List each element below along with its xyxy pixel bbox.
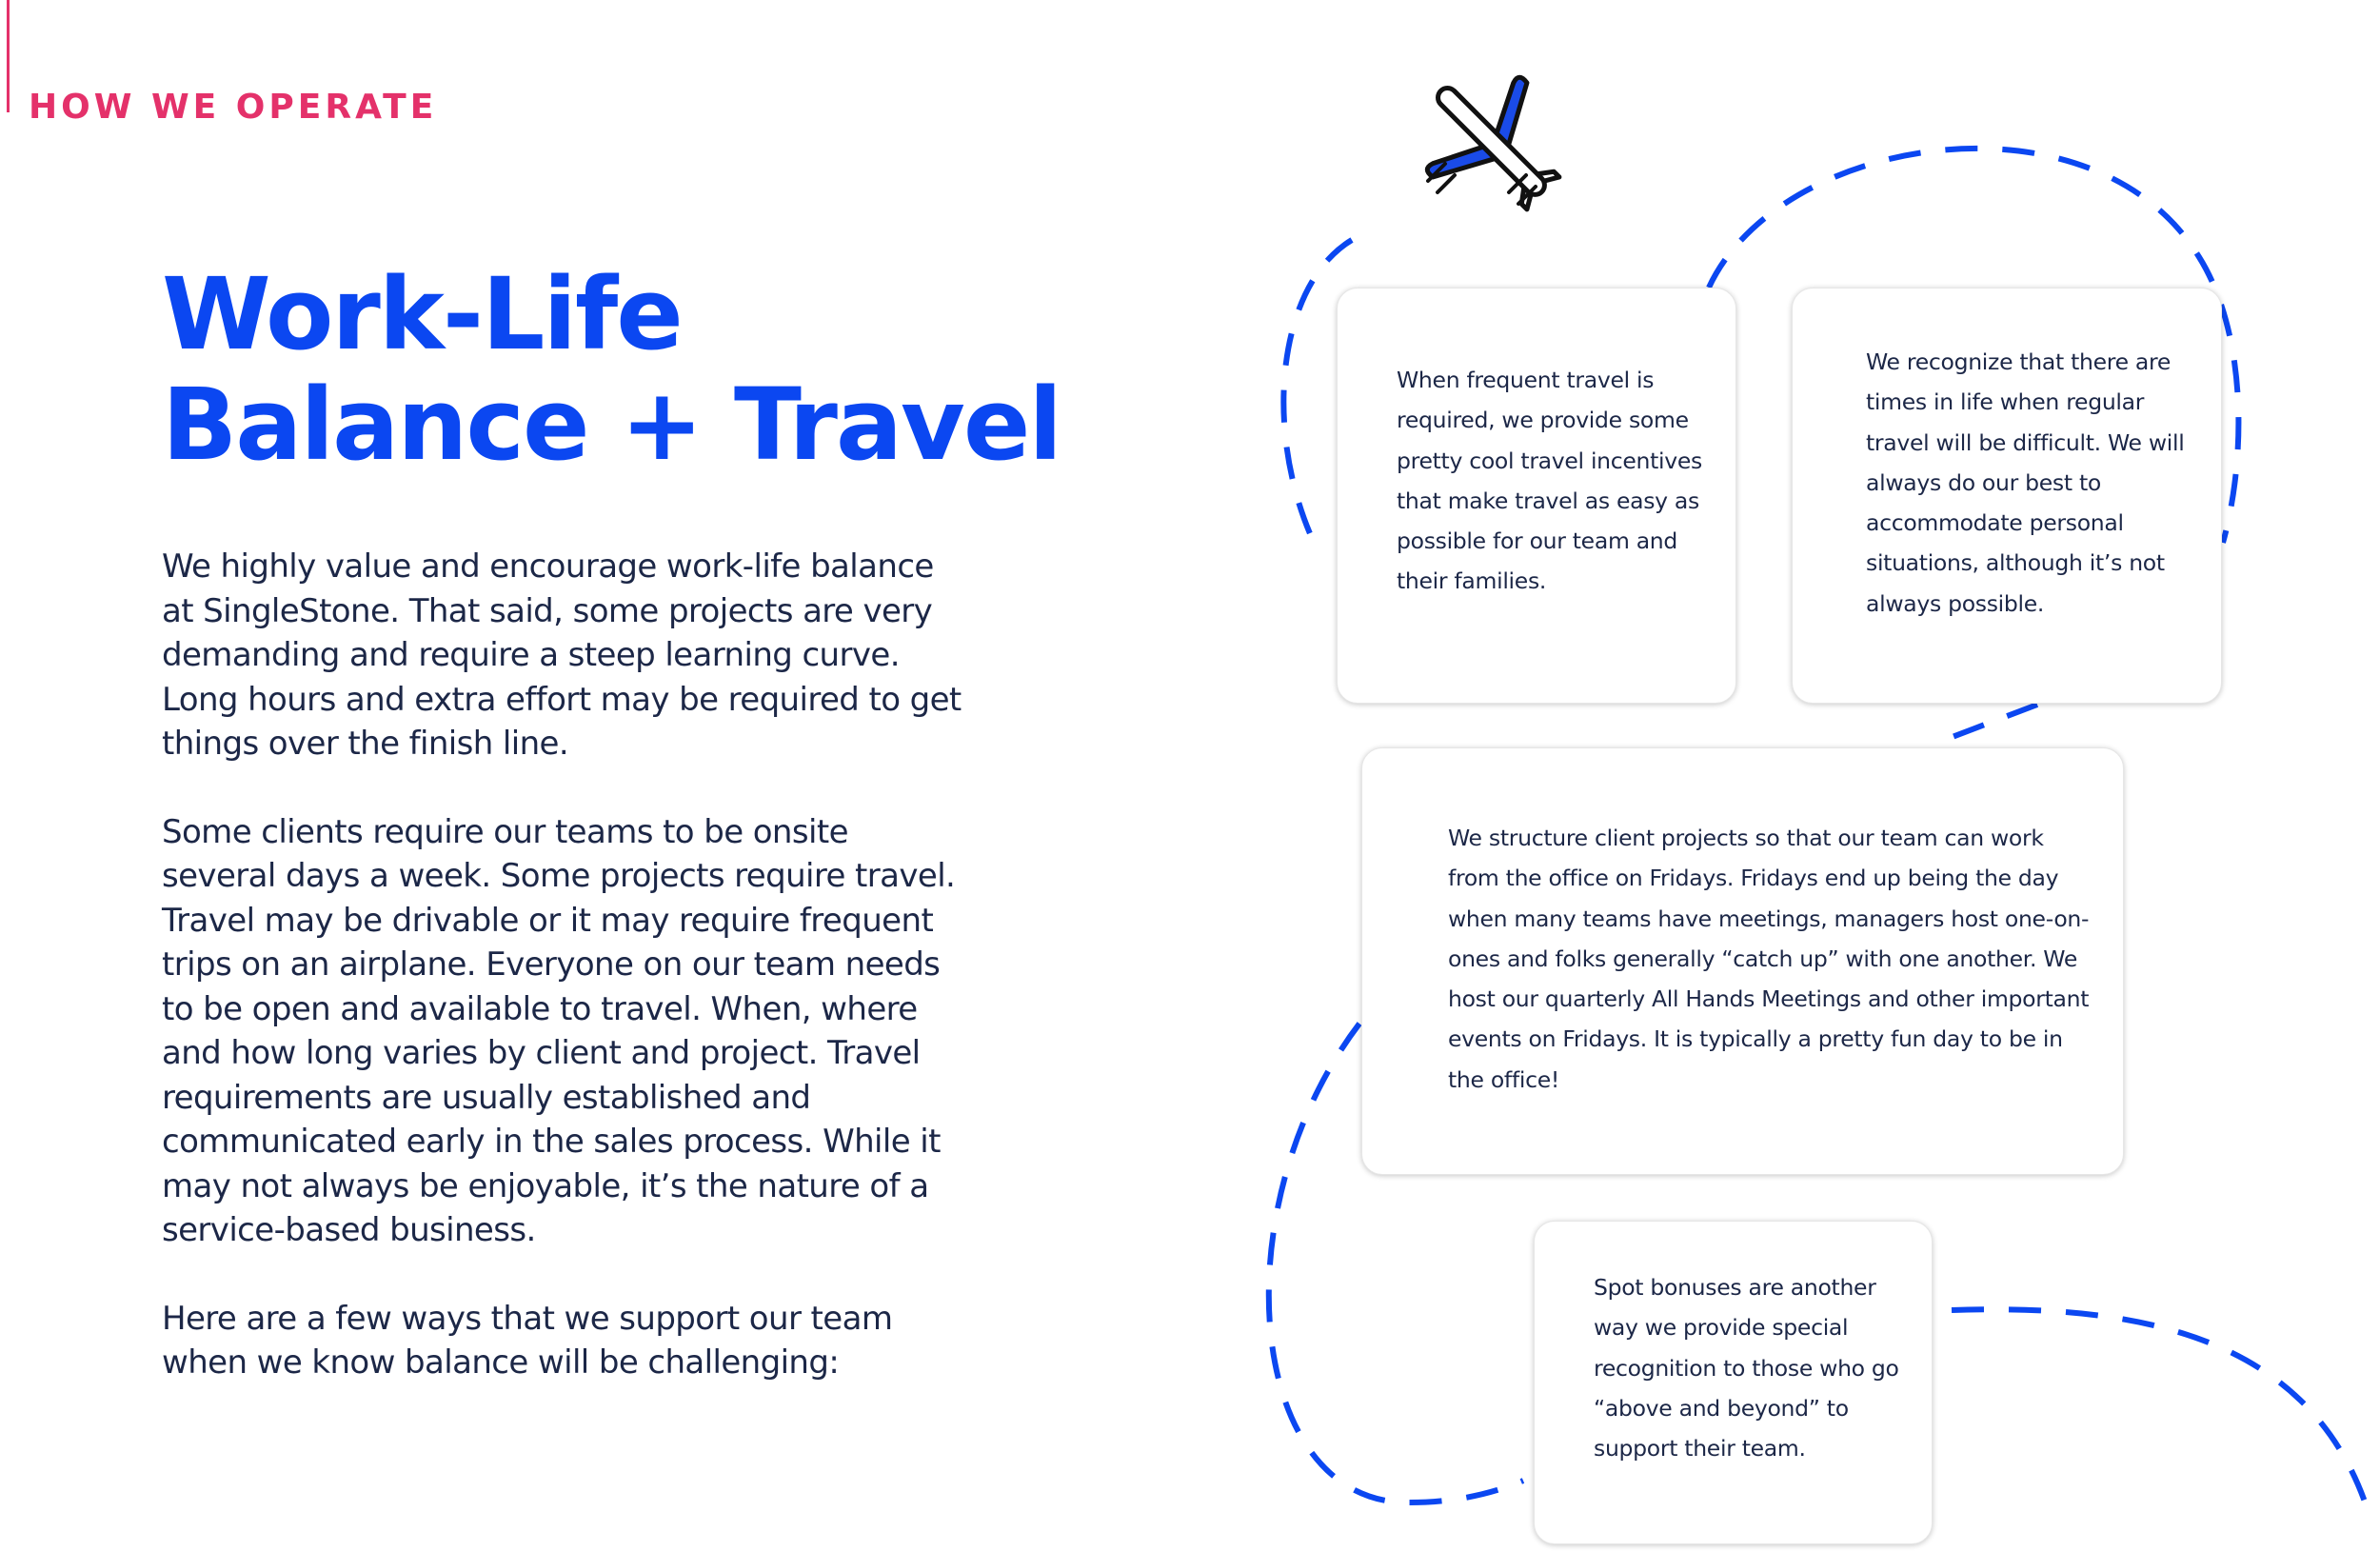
info-card-travel-incentives (1337, 288, 1736, 704)
card-text: When frequent travel is required, we provide some pretty cool travel incentives that make travel as easy as possible for our team and their families. (1397, 367, 1702, 595)
intro-paragraph: We highly value and encourage work-life balance at SingleStone. That said, some projects are very demanding and require a steep learning curve. Long hours and extra effort may be required to get things over the finish line. (162, 547, 962, 763)
info-card-spot-bonuses (1534, 1221, 1933, 1544)
section-label: HOW WE OPERATE (29, 88, 438, 127)
page-title-line-1: Work-Life (162, 256, 682, 372)
dashed-path-tail (1952, 1309, 2366, 1504)
info-card-regular-travel (1792, 288, 2222, 704)
info-card-fridays-in-office (1361, 747, 2124, 1175)
page-title-line-2: Balance + Travel (162, 367, 1061, 483)
intro-paragraph: Some clients require our teams to be onsite several days a week. Some projects require travel. Travel may be drivable or it may require frequent trips on an airplane. Everyone on our team needs to be open and available to travel. When, where and how long varies by client and project. Travel requirements are usually established and communicated early in the sales process. While it may not always be enjoyable, it’s the nature of a service-based business. (162, 812, 956, 1249)
dashed-path-middle (1937, 705, 2037, 743)
airplane-icon (1409, 59, 1580, 230)
card-text: We recognize that there are times in life when regular travel will be difficult. We will always do our best to accommodate personal situations, although it’s not always possible. (1866, 348, 2185, 617)
card-text: We structure client projects so that our team can work from the office on Fridays. Fridays end up being the day when many teams have meetings, managers host one-on-ones and folks generally “catch up” with one another. We host our quarterly All Hands Meetings and other important events on Fridays. It is typically a pretty fun day to be in the office! (1448, 825, 2090, 1093)
intro-paragraph: Here are a few ways that we support our team when we know balance will be challenging: (162, 1299, 893, 1382)
card-text: Spot bonuses are another way we provide special recognition to those who go “above and beyond” to support their team. (1594, 1274, 1899, 1462)
